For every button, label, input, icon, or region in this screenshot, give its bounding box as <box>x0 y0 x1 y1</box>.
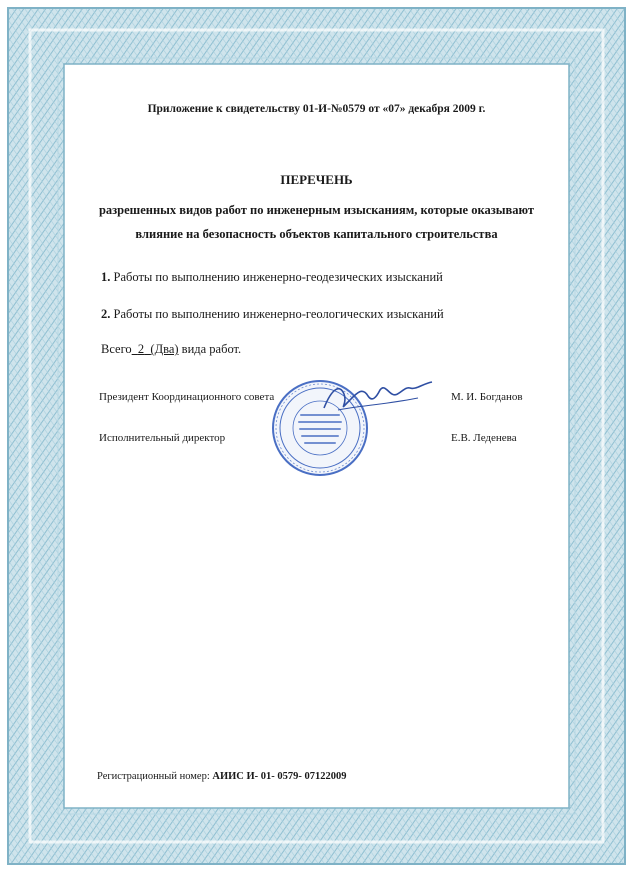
work-item-number: 1. <box>101 270 111 284</box>
appendix-header: Приложение к свидетельству 01-И-№0579 от «07» декабря 2009 г. <box>147 103 486 115</box>
total-prefix: Всего <box>101 342 132 356</box>
handwritten-signature <box>318 378 438 418</box>
president-name: М. И. Богданов <box>451 391 523 403</box>
president-role: Президент Координационного совета <box>99 391 275 403</box>
registration-label: Регистрационный номер: <box>97 771 210 782</box>
work-item-2 <box>101 307 444 322</box>
work-item-number: 2. <box>101 307 111 321</box>
total-line <box>101 342 241 357</box>
document-title: ПЕРЕЧЕНЬ <box>280 172 353 187</box>
registration-number-line <box>97 771 347 782</box>
registration-number: АИИС И- 01- 0579- 07122009 <box>212 771 347 782</box>
total-count: 2 <box>137 342 145 356</box>
director-name: Е.В. Леденева <box>451 432 517 444</box>
total-suffix: вида работ. <box>181 342 242 356</box>
work-item-1 <box>101 270 443 285</box>
document-subtitle: разрешенных видов работ по инженерным изысканиям, которые оказывают влияние на безопасность объектов капитального строительства <box>98 203 535 241</box>
director-role: Исполнительный директор <box>99 432 226 444</box>
total-words: (Два) <box>150 342 179 356</box>
work-item-text: Работы по выполнению инженерно-геологических изысканий <box>113 307 444 321</box>
work-item-text: Работы по выполнению инженерно-геодезических изысканий <box>113 270 443 284</box>
